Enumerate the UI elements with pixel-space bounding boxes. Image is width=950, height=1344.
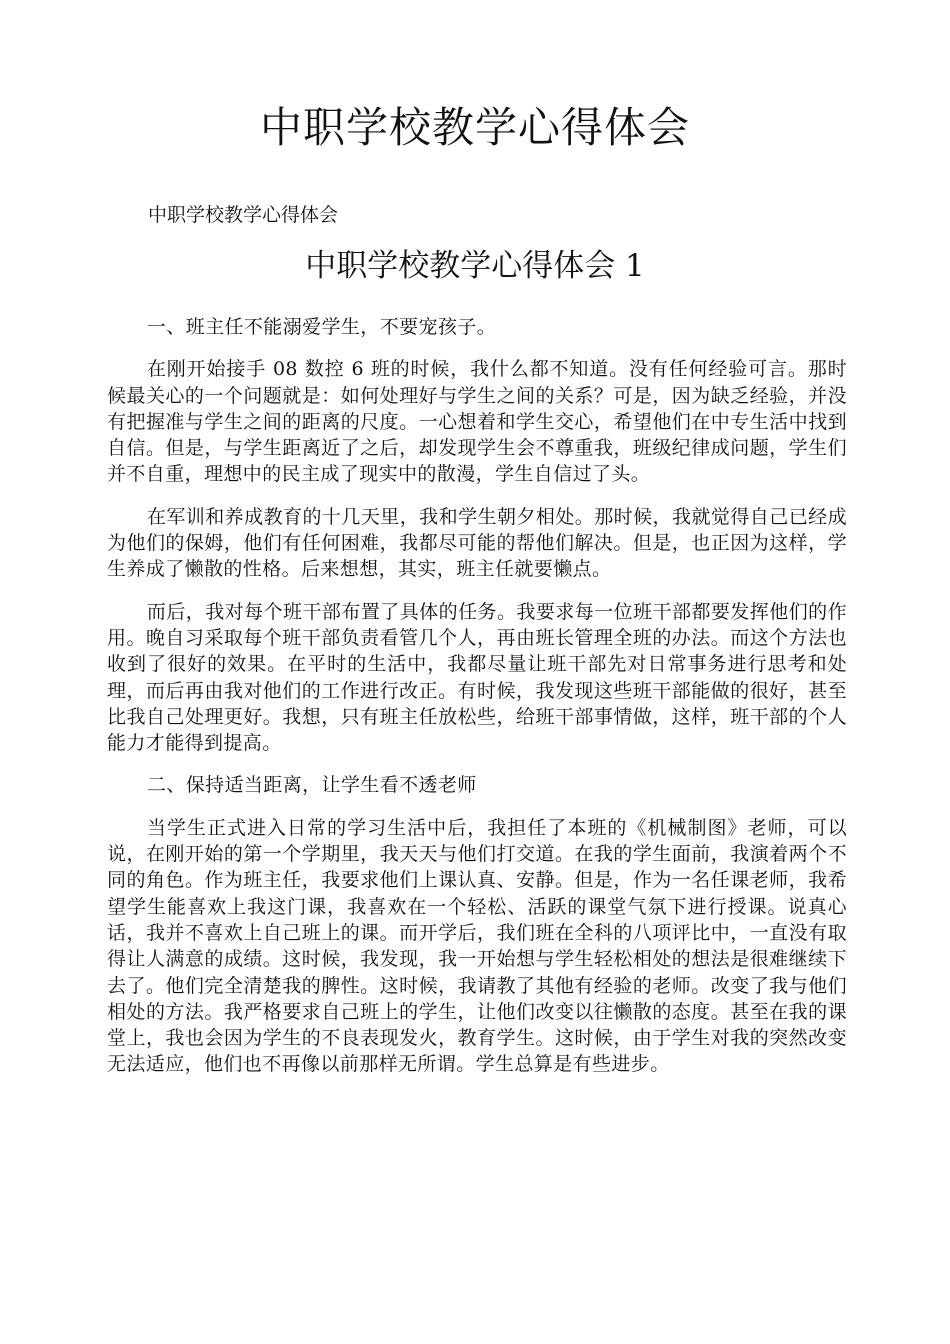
section-title: 中职学校教学心得体会 1: [305, 248, 645, 284]
document-subtitle: 中职学校教学心得体会: [148, 204, 339, 226]
document-body: [107, 314, 847, 1094]
paragraph-heading-1: 一、班主任不能溺爱学生，不要宠孩子。: [146, 316, 497, 338]
document-title: 中职学校教学心得体会: [259, 103, 690, 152]
paragraph-heading-2: 二、保持适当距离，让学生看不透老师: [146, 774, 477, 797]
paragraph: 当学生正式进入日常的学习生活中后，我担任了本班的《机械制图》老师，可以说，在刚开始的第一个学期里，我天天与他们打交道。在我的学生面前，我演着两个不同的角色。作为班主任，我要求他们上课认真、安静。但是，作为一名任课老师，我希望学生能喜欢上我这门课，我喜欢在一个轻松、活跃的课堂气氛下进行授课。说真心话，我并不喜欢上自己班上的课。而开学后，我们班在全科的八项评比中，一直没有取得让人满意的成绩。这时候，我发现，我一开始想与学生轻松相处的想法是很难继续下去了。他们完全清楚我的脾性。这时候，我请教了其他有经验的老师。改变了我与他们相处的方法。我严格要求自己班上的学生，让他们改变以往懒散的态度。甚至在我的课堂上，我也会因为学生的不良表现发火，教育学生。这时候，由于学生对我的突然改变无法适应，他们也不再像以前那样无所谓。学生总算是有些进步。: [107, 816, 847, 1076]
paragraph: 而后，我对每个班干部布置了具体的任务。我要求每一位班干部都要发挥他们的作用。晚自习采取每个班干部负责看管几个人，再由班长管理全班的办法。而这个方法也收到了很好的效果。在平时的生活中，我都尽量让班干部先对日常事务进行思考和处理，而后再由我对他们的工作进行改正。有时候，我发现这些班干部能做的很好，甚至比我自己处理更好。我想，只有班主任放松些，给班干部事情做，这样，班干部的个人能力才能得到提高。: [107, 600, 847, 755]
paragraph: 在刚开始接手 08 数控 6 班的时候，我什么都不知道。没有任何经验可言。那时候最关心的一个问题就是：如何处理好与学生之间的关系？可是，因为缺乏经验，并没有把握准与学生之间的距离的尺度。一心想着和学生交心，希望他们在中专生活中找到自信。但是，与学生距离近了之后，却发现学生会不尊重我，班级纪律成问题，学生们并不自重，理想中的民主成了现实中的散漫，学生自信过了头。: [107, 358, 847, 486]
paragraph: 在军训和养成教育的十几天里，我和学生朝夕相处。那时候，我就觉得自己已经成为他们的保姆，他们有任何困难，我都尽可能的帮他们解决。但是，也正因为这样，学生养成了懒散的性格。后来想想，其实，班主任就要懒点。: [107, 505, 847, 581]
